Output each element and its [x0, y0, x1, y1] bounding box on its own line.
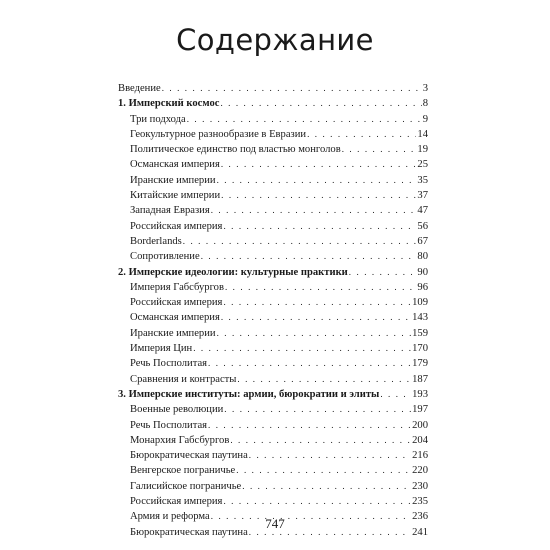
- toc-entry-page: 179: [412, 358, 428, 370]
- toc-entry: [118, 234, 428, 249]
- toc-entry-label: Политическое единство под властью монголов: [130, 144, 341, 156]
- toc-entry-page: 109: [412, 297, 428, 309]
- toc-entry-label: Империя Габсбургов: [130, 281, 224, 293]
- toc-entry-label: 3. Имперские институты: армии, бюрократии и элиты: [118, 388, 380, 400]
- toc-chapter-entry: [118, 387, 428, 402]
- toc-entry: [118, 188, 428, 203]
- toc-entry: [118, 448, 428, 463]
- toc-entry: [118, 433, 428, 448]
- toc-entry-label: Османская империя: [130, 159, 220, 171]
- toc-entry-page: 25: [417, 159, 428, 171]
- toc-entry: [118, 418, 428, 433]
- dot-leader: [217, 173, 417, 187]
- dot-leader: [225, 280, 416, 294]
- dot-leader: [380, 387, 411, 401]
- toc-entry: [118, 112, 428, 127]
- toc-entry-label: Бюрократическая паутина: [130, 526, 248, 538]
- dot-leader: [221, 157, 417, 171]
- toc-entry-page: 187: [412, 373, 428, 385]
- toc-entry-page: 56: [417, 220, 428, 232]
- toc-entry: [118, 203, 428, 218]
- toc-entry-page: 204: [412, 434, 428, 446]
- toc-entry-page: 236: [412, 511, 428, 523]
- dot-leader: [193, 341, 411, 355]
- toc-entry-label: Военные революции: [130, 404, 224, 416]
- dot-leader: [201, 249, 417, 263]
- dot-leader: [183, 234, 417, 248]
- dot-leader: [208, 418, 411, 432]
- toc-entry-label: Речь Посполитая: [130, 419, 208, 431]
- dot-leader: [342, 142, 417, 156]
- toc-entry-page: 3: [422, 83, 428, 94]
- toc-entry-page: 35: [417, 174, 428, 186]
- toc-entry: [118, 81, 428, 96]
- toc-entry-label: Российская империя: [130, 496, 223, 508]
- toc-entry-page: 80: [417, 251, 428, 263]
- toc-entry: [118, 494, 428, 509]
- toc-entry-page: 235: [412, 496, 428, 508]
- toc-entry-label: Венгерское пограничье: [130, 465, 236, 477]
- toc-entry-label: Китайские империи: [130, 190, 221, 202]
- toc-entry-page: 96: [417, 281, 428, 293]
- toc-entry: [118, 402, 428, 417]
- toc-entry-page: 159: [412, 327, 428, 339]
- toc-entry: [118, 479, 428, 494]
- toc-entry: [118, 326, 428, 341]
- toc-entry-label: Западная Евразия: [130, 205, 210, 217]
- toc-entry-page: 19: [417, 144, 428, 156]
- toc-entry: [118, 280, 428, 295]
- dot-leader: [237, 372, 411, 386]
- toc-chapter-entry: [118, 96, 428, 111]
- toc-entry-label: Галисийское пограничье: [130, 480, 242, 492]
- dot-leader: [249, 448, 411, 462]
- toc-entry-label: Армия и реформа: [130, 511, 210, 523]
- dot-leader: [223, 295, 411, 309]
- toc-entry: [118, 142, 428, 157]
- toc-entry-label: Введение: [118, 83, 161, 94]
- dot-leader: [349, 265, 417, 279]
- dot-leader: [221, 188, 416, 202]
- dot-leader: [242, 479, 411, 493]
- toc-entry-label: Иранские империи: [130, 327, 216, 339]
- toc-entry-page: 37: [417, 190, 428, 202]
- toc-entry-page: 90: [417, 266, 428, 278]
- toc-entry-page: 9: [422, 113, 428, 125]
- toc-entry-page: 47: [417, 205, 428, 217]
- toc-entry-label: Монархия Габсбургов: [130, 434, 230, 446]
- toc-entry-label: Сравнения и контрасты: [130, 373, 237, 385]
- dot-leader: [217, 326, 412, 340]
- toc-entry: [118, 127, 428, 142]
- toc-entry-label: Иранские империи: [130, 174, 216, 186]
- dot-leader: [223, 219, 416, 233]
- dot-leader: [220, 96, 421, 110]
- dot-leader: [236, 463, 411, 477]
- toc-entry-label: Российская империя: [130, 220, 223, 232]
- toc-entry-page: 230: [412, 480, 428, 492]
- toc-entry-page: 67: [417, 235, 428, 247]
- toc-entry-label: Османская империя: [130, 312, 220, 324]
- toc-entry: [118, 249, 428, 264]
- toc-entry: [118, 341, 428, 356]
- toc-entry-page: 216: [412, 450, 428, 462]
- toc-entry: [118, 372, 428, 387]
- toc-entry-page: 193: [412, 388, 428, 400]
- toc-entry: [118, 463, 428, 478]
- dot-leader: [307, 127, 416, 141]
- toc-entry-label: 1. Имперский космос: [118, 98, 220, 110]
- dot-leader: [224, 402, 411, 416]
- toc-entry: [118, 310, 428, 325]
- toc-entry-page: 14: [417, 128, 428, 140]
- toc-entry: [118, 173, 428, 188]
- toc-entry-page: 200: [412, 419, 428, 431]
- toc-entry-page: 170: [412, 343, 428, 355]
- toc-entry-page: 8: [422, 98, 428, 110]
- toc-entry-label: Геокультурное разнообразие в Евразии: [130, 128, 307, 140]
- dot-leader: [162, 81, 422, 95]
- toc-entry-page: 197: [412, 404, 428, 416]
- toc-entry: [118, 157, 428, 172]
- toc-entry-label: 2. Имперские идеологии: культурные практики: [118, 266, 348, 278]
- toc-entry-label: Речь Посполитая: [130, 358, 208, 370]
- dot-leader: [208, 356, 411, 370]
- toc-entry-label: Сопротивление: [130, 251, 200, 263]
- toc-entry-label: Borderlands: [130, 235, 182, 247]
- dot-leader: [211, 203, 417, 217]
- toc-chapter-entry: [118, 265, 428, 280]
- toc-entry-label: Империя Цин: [130, 343, 193, 355]
- table-of-contents: [118, 81, 428, 540]
- toc-entry-page: 143: [412, 312, 428, 324]
- toc-entry-label: Российская империя: [130, 297, 223, 309]
- toc-entry-page: 241: [412, 526, 428, 538]
- toc-entry-page: 220: [412, 465, 428, 477]
- toc-entry-label: Три подхода: [130, 113, 186, 125]
- page-number: 747: [265, 516, 285, 531]
- dot-leader: [187, 112, 422, 126]
- toc-entry-label: Бюрократическая паутина: [130, 450, 248, 462]
- dot-leader: [230, 433, 411, 447]
- toc-entry: [118, 295, 428, 310]
- dot-leader: [221, 310, 411, 324]
- page-title: Содержание: [176, 23, 374, 58]
- dot-leader: [223, 494, 411, 508]
- toc-entry: [118, 219, 428, 234]
- toc-entry: [118, 356, 428, 371]
